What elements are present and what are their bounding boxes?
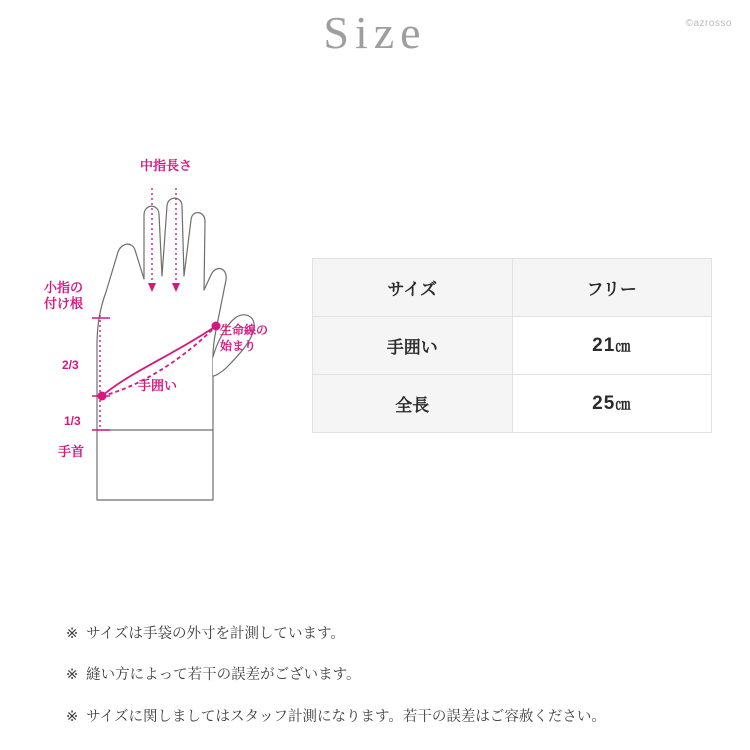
label-pinky-base-line2: 付け根 [44,296,84,312]
note-text: サイズに関しましてはスタッフ計測になります。若干の誤差はご容赦ください。 [86,708,606,725]
page-title: Size [323,7,427,58]
label-wrist: 手首 [58,444,85,459]
label-lifeline-line2: 始まり [220,338,257,353]
label-lifeline-line1: 生命線の [220,323,269,337]
note-mark: ※ [66,667,79,684]
row-value-total-length [512,375,712,433]
label-pinky-base-line1: 小指の [44,280,84,295]
value-number: 21 [592,334,616,356]
value-number: 25 [592,392,616,414]
table-header-free: フリー [512,259,712,317]
row-value-hand-circumference [512,317,712,375]
table-row [313,317,712,375]
label-lifeline-start [220,323,268,354]
value-unit: ㎝ [615,395,632,413]
note-mark: ※ [66,626,79,642]
note-item [66,665,706,685]
note-text: 縫い方によって若干の誤差がございます。 [86,667,361,684]
row-label-hand-circumference: 手囲い [313,317,513,375]
value-unit: ㎝ [615,337,632,355]
label-hand-circumference: 手囲い [138,378,178,393]
note-item [66,624,706,644]
label-middle-finger-length: 中指長さ [140,158,193,173]
note-text: サイズは手袋の外寸を計測しています。 [86,626,345,642]
table-header-size: サイズ [313,259,513,317]
row-label-total-length: 全長 [313,375,513,433]
glove-measurement-illustration [20,140,320,530]
notes-list [66,624,706,748]
size-table [312,258,712,433]
note-item [66,707,706,727]
table-header-row [313,259,712,317]
brand-watermark: ©azrosso [685,18,732,29]
glove-diagram-svg [20,140,320,530]
label-pinky-base [44,280,83,313]
note-mark: ※ [66,708,79,725]
table-row [313,375,712,433]
label-ratio-one-third: 1/3 [64,414,81,428]
label-ratio-two-thirds: 2/3 [62,358,79,372]
